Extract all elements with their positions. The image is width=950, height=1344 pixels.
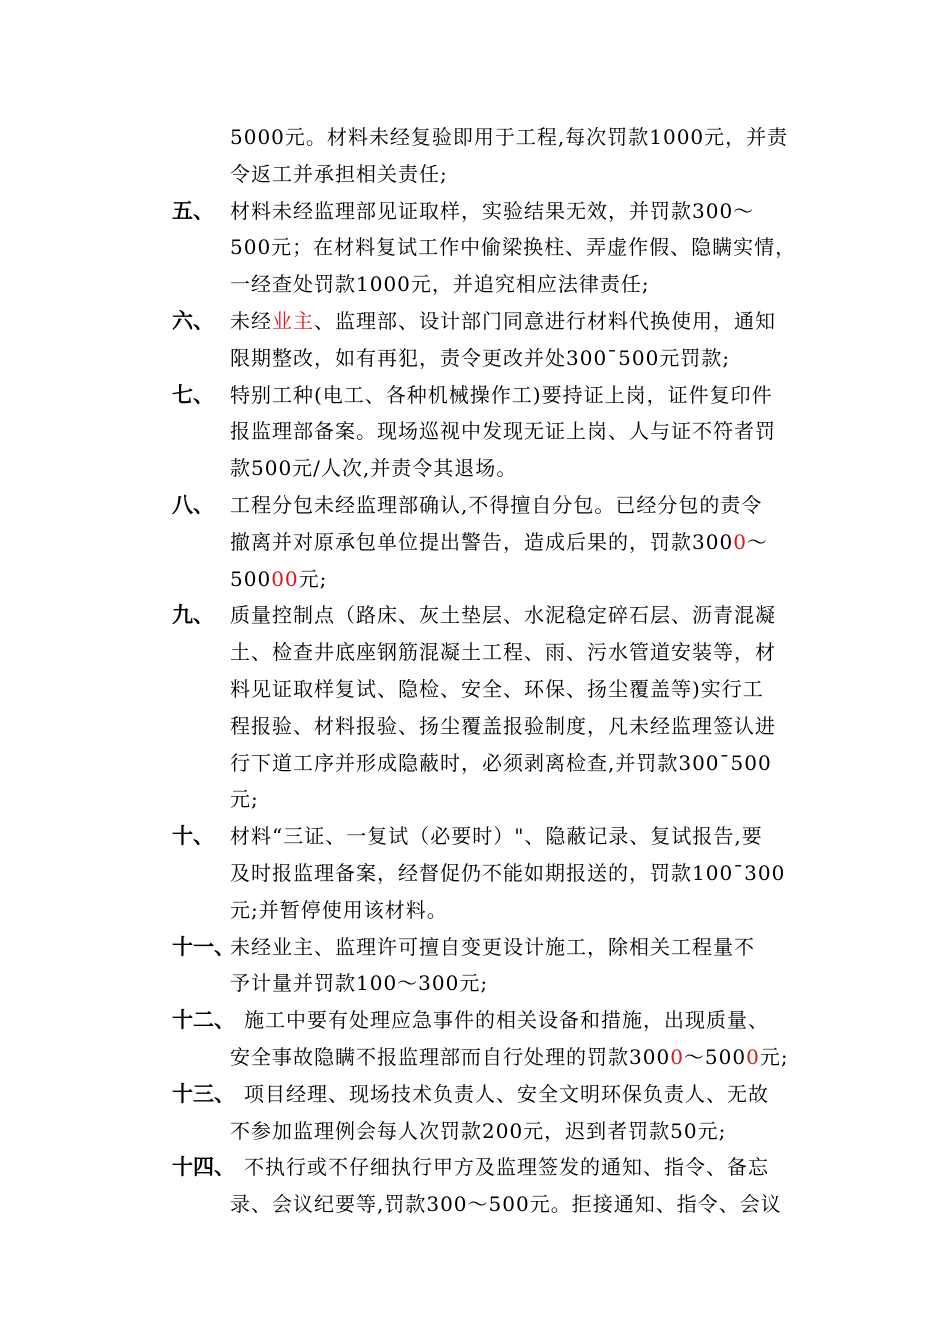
clause-number: 九、 [172, 603, 214, 628]
highlighted-text: 0 [670, 1045, 684, 1069]
text-segment: ～ [746, 529, 768, 554]
clause-text-line [230, 122, 788, 152]
text-segment: 不参加监理例会每人次罚款200元，迟到者罚款50元; [230, 1118, 727, 1143]
clause-text-line [230, 858, 785, 888]
clause-text-line [230, 159, 448, 189]
highlighted-text: 0 [746, 1045, 760, 1069]
clause-text-line [230, 343, 730, 373]
text-segment: 元;并暂停使用该材料。 [230, 897, 448, 922]
clause-text-line [230, 748, 772, 778]
text-segment: 录、会议纪要等,罚款300～500元。拒接通知、指令、会议 [230, 1192, 782, 1217]
highlighted-text: 00 [271, 566, 299, 591]
text-segment: 施工中要有处理应急事件的相关设备和措施，出现质量、 [244, 1008, 769, 1033]
clause-number: 六、 [172, 309, 214, 333]
clause-text-line [230, 600, 776, 630]
text-segment: 材料未经监理部见证取样，实验结果无效，并罚款300～ [230, 198, 755, 223]
clause-text-line [230, 968, 488, 998]
highlighted-text: 0 [733, 529, 747, 554]
text-segment: 质量控制点（路床、灰土垫层、水泥稳定碎石层、沥青混凝 [230, 603, 776, 628]
text-segment: 材料“三证、一复试（必要时）"、隐蔽记录、复试报告,要 [230, 824, 763, 849]
clause-text-line [230, 416, 776, 446]
text-segment: 500元；在材料复试工作中偷梁换柱、弄虚作假、隐瞒实情， [230, 235, 797, 260]
clause-number: 七、 [172, 382, 214, 407]
text-segment: 料见证取样复试、隐检、安全、环保、扬尘覆盖等)实行工 [230, 677, 764, 701]
clause-text-line [230, 895, 448, 925]
clause-text-line [230, 490, 762, 520]
text-segment: ～500 [683, 1045, 747, 1069]
text-segment: 500 [230, 566, 272, 591]
clause-text-line [230, 1189, 782, 1219]
highlighted-text: 业主 [272, 309, 314, 333]
text-segment: 程报验、材料报验、扬尘覆盖报验制度，凡未经监理签认进 [230, 713, 776, 738]
clause-number: 十、 [172, 824, 214, 849]
text-segment: 、监理部、设计部门同意进行材料代换使用，通知 [314, 309, 776, 333]
clause-text-line [244, 1152, 769, 1182]
clause-text-line [230, 932, 755, 962]
clause-number: 五、 [172, 198, 214, 223]
clause-text-line [230, 527, 768, 557]
clause-text-line [230, 674, 764, 704]
clause-number: 十四、 [172, 1155, 235, 1180]
clause-text-line [230, 269, 650, 299]
clause-number: 八、 [172, 493, 214, 517]
text-segment: 行下道工序并形成隐蔽时，必须剥离检查,并罚款300¯500 [230, 750, 772, 775]
clause-number: 十二、 [172, 1008, 235, 1033]
clause-text-line [244, 1005, 769, 1035]
clause-text-line [244, 1079, 769, 1109]
text-segment: 土、检查井底座钢筋混凝土工程、雨、污水管道安装等，材 [230, 640, 776, 665]
text-segment: 不执行或不仔细执行甲方及监理签发的通知、指令、备忘 [244, 1155, 769, 1180]
text-segment: 元; [759, 1045, 789, 1069]
clause-text-line [230, 453, 517, 483]
text-segment: 款500元/人次,并责令其退场。 [230, 456, 518, 481]
clause-text-line [230, 711, 776, 741]
clause-text-line [230, 1116, 726, 1146]
clause-text-line [230, 380, 773, 410]
clause-number: 十三、 [172, 1081, 235, 1106]
text-segment: 5000元。材料未经复验即用于工程,每次罚款1000元，并责 [230, 125, 789, 149]
clause-text-line [230, 637, 776, 667]
text-segment: 项目经理、现场技术负责人、安全文明环保负责人、无故 [244, 1081, 769, 1106]
text-segment: 及时报监理备案，经督促仍不能如期报送的，罚款100¯300 [230, 861, 786, 885]
text-segment: 报监理部备案。现场巡视中发现无证上岗、人与证不符者罚 [230, 419, 776, 444]
text-segment: 未经业主、监理许可擅自变更设计施工，除相关工程量不 [230, 934, 755, 959]
clause-text-line [230, 1042, 789, 1072]
text-segment: 予计量并罚款100～300元; [230, 971, 489, 996]
text-segment: 元; [298, 566, 328, 591]
text-segment: 一经查处罚款1000元，并追究相应法律责任; [230, 272, 650, 297]
clause-text-line [230, 821, 763, 851]
text-segment: 撤离并对原承包单位提出警告，造成后果的，罚款300 [230, 529, 734, 554]
clause-text-line [230, 784, 259, 814]
clause-text-line [230, 564, 327, 594]
text-segment: 特别工种(电工、各种机械操作工)要持证上岗，证件复印件 [230, 382, 773, 407]
text-segment: 限期整改，如有再犯，责令更改并处300¯500元罚款; [230, 345, 731, 370]
clause-number: 十一、 [172, 934, 235, 959]
text-segment: 令返工并承担相关责任; [230, 161, 448, 186]
text-segment: 元; [230, 787, 259, 812]
clause-text-line [230, 306, 776, 336]
text-segment: 未经 [230, 309, 272, 333]
clause-text-line [230, 232, 796, 262]
text-segment: 工程分包未经监理部确认,不得擅自分包。已经分包的责令 [230, 493, 763, 517]
clause-text-line [230, 196, 754, 226]
text-segment: 安全事故隐瞒不报监理部而自行处理的罚款300 [230, 1045, 671, 1069]
